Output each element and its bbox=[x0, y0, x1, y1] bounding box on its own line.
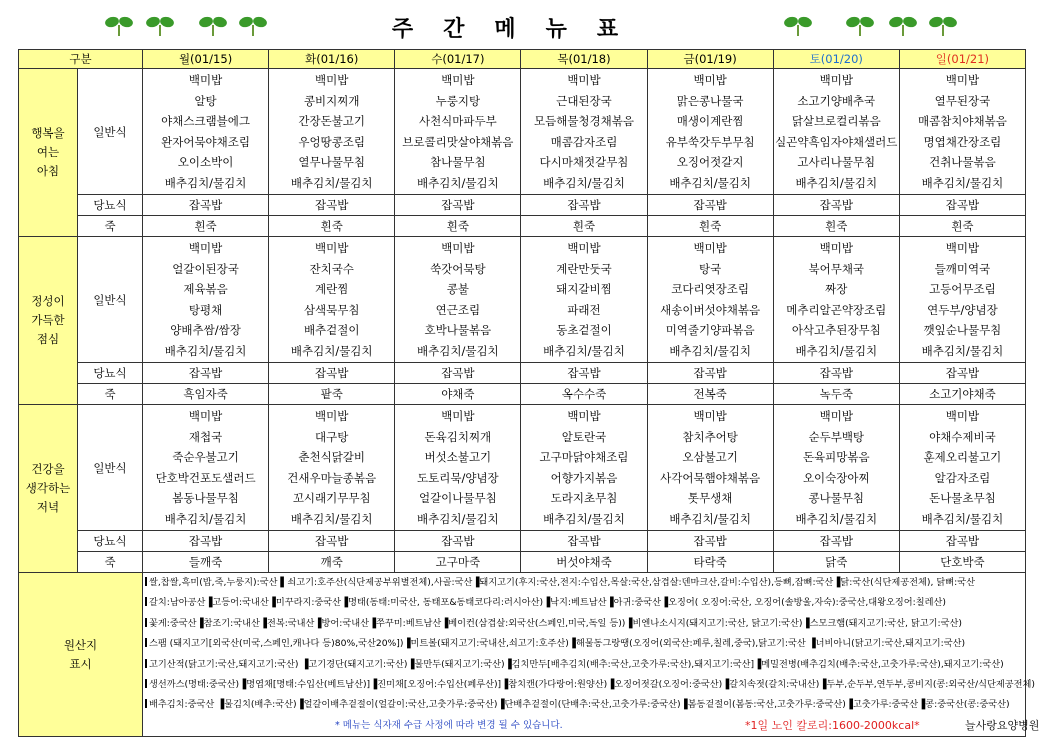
day-header: 수(01/17) bbox=[395, 50, 521, 69]
origin-text: 생선까스(명태:중국산)▐명엽채[명태:수입산(베트남산)]▐진미채[오징어:수입산(페루산)]▐참치캔(가다랑어:원양산)▐오징어젓갈(오징어:중국산)▐갈치속젓(갈치:국내산)▐두부,순두부,연두부,콩비지(콩:외국산/식단제공전체) bbox=[149, 678, 1035, 690]
porridge-menu-cell: 옥수수죽 bbox=[521, 384, 647, 405]
day-menu-cell bbox=[899, 237, 1025, 363]
menu-item: 야채수제비국 bbox=[929, 429, 996, 444]
diabetic-menu-cell: 잡곡밥 bbox=[521, 531, 647, 552]
menu-item: 명엽채간장조림 bbox=[923, 134, 1002, 149]
day-menu-cell bbox=[647, 237, 773, 363]
diabetic-menu-cell: 잡곡밥 bbox=[395, 363, 521, 384]
porridge-menu-cell: 소고기야채죽 bbox=[899, 384, 1025, 405]
menu-item: 도토리묵/양념장 bbox=[417, 470, 499, 485]
menu-item: 백미밥 bbox=[567, 73, 601, 87]
origin-text: 배추김치:중국산 ▐물김치(배추:국산)▐얼갈이배추겉절이(얼갈이:국산,고춧가루:중국산)▐단배추겉절이(단배추:국산,고춧가루:중국산)▐봄동겉절이(봄동:국산,고춧가루:중국산)▐고춧가루:중국산▐콩:중국산(콩:중국산) bbox=[149, 699, 1010, 711]
menu-item: 매콤감자조림 bbox=[550, 134, 618, 149]
menu-item: 춘천식닭갈비 bbox=[298, 450, 366, 464]
menu-item: 콩비지찌개 bbox=[303, 93, 360, 108]
section-label-line: 여는 bbox=[36, 145, 60, 159]
sprout-icon bbox=[845, 14, 875, 38]
menu-item: 배추김치/물김치 bbox=[417, 511, 499, 526]
porridge-meal-row bbox=[19, 216, 1026, 237]
sprout-icon bbox=[928, 14, 958, 38]
menu-item: 호박나물볶음 bbox=[424, 323, 492, 337]
gubun-header: 구분 bbox=[19, 50, 143, 69]
diabetic-meal-row bbox=[19, 195, 1026, 216]
origin-text: 고기산적(닭고기:국산,돼지고기:국산) ▐고기경단(돼지고기:국산)▐물만두(돼지고기:국산)▐김치만두[배추김치(배추:국산,고춧가루:국산),돼지고기:국산]▐메밀전병(배추김치(배추:국산,고춧가루:국산),돼지고기:국산) bbox=[149, 658, 1004, 670]
menu-item: 백미밥 bbox=[693, 409, 727, 423]
day-menu-cell bbox=[899, 405, 1025, 531]
menu-item: 배추김치/물김치 bbox=[290, 511, 373, 526]
menu-item: 파래전 bbox=[567, 302, 601, 317]
porridge-meal-row bbox=[19, 552, 1026, 573]
day-menu-cell bbox=[521, 405, 647, 531]
menu-item: 야채스크램블에그 bbox=[161, 114, 250, 128]
general-meal-label: 일반식 bbox=[78, 69, 143, 195]
general-meal-row bbox=[19, 405, 1026, 531]
diabetic-menu-cell: 잡곡밥 bbox=[143, 195, 269, 216]
meal-section-label bbox=[19, 237, 78, 405]
day-header: 금(01/19) bbox=[647, 50, 773, 69]
menu-item: 완자어묵야채조림 bbox=[161, 134, 250, 149]
menu-item: 연근조림 bbox=[435, 302, 481, 317]
sprout-icon bbox=[238, 14, 268, 38]
bullet-mark bbox=[145, 699, 147, 708]
diabetic-menu-cell: 잡곡밥 bbox=[269, 363, 395, 384]
menu-item: 배추김치/물김치 bbox=[164, 175, 247, 190]
menu-item: 코다리엿장조림 bbox=[671, 282, 750, 296]
menu-item: 배추김치/물김치 bbox=[417, 343, 499, 358]
menu-item: 백미밥 bbox=[819, 409, 853, 423]
menu-item: 배추김치/물김치 bbox=[417, 175, 499, 190]
diabetic-meal-row bbox=[19, 531, 1026, 552]
porridge-menu-cell: 들깨죽 bbox=[143, 552, 269, 573]
menu-item: 고구마닭야채조림 bbox=[539, 450, 629, 464]
menu-item: 백미밥 bbox=[441, 409, 475, 423]
diabetic-menu-cell: 잡곡밥 bbox=[143, 531, 269, 552]
menu-item: 소고기양배추국 bbox=[797, 93, 876, 108]
diabetic-menu-cell: 잡곡밥 bbox=[899, 195, 1025, 216]
menu-item: 계란찜 bbox=[315, 282, 349, 296]
menu-item: 순두부백탕 bbox=[808, 429, 865, 444]
menu-item: 배추김치/물김치 bbox=[669, 175, 751, 190]
menu-item: 메추리알곤약장조림 bbox=[786, 302, 887, 317]
day-header: 월(01/15) bbox=[143, 50, 269, 69]
menu-item: 돈육피망볶음 bbox=[802, 450, 870, 464]
section-label-line: 가득한 bbox=[31, 313, 65, 327]
day-header-sunday: 일(01/21) bbox=[899, 50, 1025, 69]
day-header: 화(01/16) bbox=[269, 50, 395, 69]
porridge-meal-row bbox=[19, 384, 1026, 405]
menu-item: 계란만둣국 bbox=[556, 261, 612, 276]
porridge-menu-cell: 흑임자죽 bbox=[143, 384, 269, 405]
menu-item: 얼갈이된장국 bbox=[172, 261, 239, 276]
menu-item: 오삼불고기 bbox=[682, 450, 738, 464]
bullet-mark bbox=[145, 618, 147, 627]
menu-item: 맑은콩나물국 bbox=[676, 93, 744, 108]
day-menu-cell bbox=[143, 405, 269, 531]
menu-item: 백미밥 bbox=[441, 73, 475, 87]
menu-item: 백미밥 bbox=[315, 409, 349, 423]
origin-text: 꽃게:중국산▐참조기:국내산▐전복:국내산▐방어:국내산▐쭈꾸미:베트남산▐베이컨(삼겹살:외국산(스페인,미국,독일 등))▐비엔나소시지(돼지고기:국산, 닭고기:국산)▐스모크햄(돼지고기:국산, 닭고기:국산) bbox=[149, 617, 962, 629]
menu-item: 돈나물초무침 bbox=[929, 491, 996, 505]
diabetic-menu-cell: 잡곡밥 bbox=[647, 363, 773, 384]
diabetic-meal-label: 당뇨식 bbox=[78, 363, 143, 384]
porridge-menu-cell: 흰죽 bbox=[647, 216, 773, 237]
menu-item: 돼지갈비찜 bbox=[556, 282, 612, 296]
menu-item: 콩불 bbox=[446, 282, 469, 296]
menu-item: 근대된장국 bbox=[556, 93, 612, 108]
menu-item: 배추김치/물김치 bbox=[795, 343, 878, 358]
menu-item: 연두부/양념장 bbox=[927, 302, 998, 317]
menu-item: 배추김치/물김치 bbox=[669, 511, 751, 526]
menu-item: 간장돈불고기 bbox=[298, 114, 366, 128]
menu-item: 돈육김치찌개 bbox=[424, 429, 492, 444]
section-label-line: 건강을 bbox=[31, 462, 65, 476]
section-label-line: 아침 bbox=[36, 164, 60, 178]
menu-item: 새송이버섯야채볶음 bbox=[660, 302, 761, 317]
footer-row bbox=[145, 716, 1039, 736]
menu-item: 버섯소불고기 bbox=[424, 450, 492, 464]
bullet-mark bbox=[145, 597, 147, 606]
menu-item: 삼색묵무침 bbox=[303, 302, 360, 317]
porridge-menu-cell: 단호박죽 bbox=[899, 552, 1025, 573]
origin-text: 갈치:남아공산▐고등어:국내산▐미꾸라지:중국산▐명태(동태:미국산, 동태포&동태코다리:러시아산)▐낙지:베트남산▐아귀:중국산▐오징어( 오징어:국산, 오징어(솔방울,자숙):중국산,대왕오징어:칠레산) bbox=[149, 597, 946, 609]
diabetic-menu-cell: 잡곡밥 bbox=[395, 531, 521, 552]
menu-item: 어향가지볶음 bbox=[550, 470, 618, 485]
day-menu-cell bbox=[269, 69, 395, 195]
menu-item: 짜장 bbox=[825, 282, 848, 296]
menu-item: 백미밥 bbox=[441, 241, 475, 255]
day-menu-cell bbox=[773, 69, 899, 195]
menu-item: 매콤참치야채볶음 bbox=[917, 114, 1007, 128]
general-meal-row bbox=[19, 69, 1026, 195]
porridge-menu-cell: 녹두죽 bbox=[773, 384, 899, 405]
menu-item: 오이숙장아찌 bbox=[802, 470, 870, 485]
menu-item: 단호박건포도샐러드 bbox=[155, 470, 256, 485]
menu-item: 우엉땅콩조림 bbox=[298, 134, 366, 149]
origin-label-line: 원산지 bbox=[63, 637, 98, 652]
menu-item: 배추김치/물김치 bbox=[543, 175, 625, 190]
diabetic-menu-cell: 잡곡밥 bbox=[521, 363, 647, 384]
porridge-menu-cell: 타락죽 bbox=[647, 552, 773, 573]
menu-item: 미역줄기양파볶음 bbox=[665, 323, 755, 337]
origin-line bbox=[145, 675, 1035, 695]
menu-item: 배추김치/물김치 bbox=[795, 175, 878, 190]
menu-item: 백미밥 bbox=[693, 73, 727, 87]
menu-item: 건취나물볶음 bbox=[929, 155, 996, 169]
day-menu-cell bbox=[143, 69, 269, 195]
porridge-menu-cell: 흰죽 bbox=[395, 216, 521, 237]
porridge-menu-cell: 흰죽 bbox=[521, 216, 647, 237]
day-menu-cell bbox=[773, 405, 899, 531]
diabetic-menu-cell: 잡곡밥 bbox=[647, 195, 773, 216]
menu-item: 백미밥 bbox=[693, 241, 727, 255]
porridge-menu-cell: 야채죽 bbox=[395, 384, 521, 405]
menu-item: 백미밥 bbox=[188, 73, 223, 87]
diabetic-menu-cell: 잡곡밥 bbox=[647, 531, 773, 552]
origin-line bbox=[145, 593, 1025, 613]
menu-item: 매생이계란찜 bbox=[676, 114, 744, 128]
menu-item: 백미밥 bbox=[188, 409, 223, 423]
menu-item: 알토란국 bbox=[561, 429, 607, 444]
menu-item: 아삭고추된장무침 bbox=[791, 323, 881, 337]
diabetic-menu-cell: 잡곡밥 bbox=[899, 363, 1025, 384]
menu-item: 배추김치/물김치 bbox=[543, 343, 625, 358]
diabetic-menu-cell: 잡곡밥 bbox=[899, 531, 1025, 552]
menu-item: 배추김치/물김치 bbox=[290, 343, 373, 358]
menu-item: 백미밥 bbox=[567, 409, 601, 423]
menu-item: 백미밥 bbox=[945, 73, 980, 87]
menu-item: 배추김치/물김치 bbox=[795, 511, 878, 526]
page-title: 주간메뉴표 bbox=[391, 17, 649, 42]
general-meal-row bbox=[19, 237, 1026, 363]
origin-text: 쌀,찹쌀,흑미(밥,죽,누룽지):국산 ▌쇠고기:호주산(식단제공부위별전체),사골:국산▐돼지고기(후지:국산,전지:수입산,목살:국산,삼겹살:덴마크산,갈비:수입산),등뼈,잡뼈:국산▐닭:국산(식단제공전체), 닭뼈:국산 bbox=[149, 577, 975, 588]
porridge-menu-cell: 깨죽 bbox=[269, 552, 395, 573]
origin-row bbox=[19, 573, 1026, 737]
menu-item: 배추김치/물김치 bbox=[921, 343, 1004, 358]
menu-item: 배추김치/물김치 bbox=[164, 343, 247, 358]
diabetic-menu-cell: 잡곡밥 bbox=[143, 363, 269, 384]
menu-item: 잔치국수 bbox=[309, 261, 354, 276]
section-label-line: 행복을 bbox=[31, 126, 65, 140]
origin-text: 스팸 (돼지고기[외국산(미국,스페인,캐나다 등)80%,국산20%])▐미트볼(돼지고기:국내산,쇠고기:호주산)▐해물동그랑땡(오징어(외국산:페루,칠레,중국),닭고기:국산 ▐너비아니(닭고기:국산,돼지고기:국산) bbox=[149, 638, 966, 650]
sprout-icon bbox=[104, 14, 134, 38]
bullet-mark bbox=[145, 679, 147, 688]
menu-item: 백미밥 bbox=[188, 241, 223, 255]
day-menu-cell bbox=[269, 405, 395, 531]
menu-item: 백미밥 bbox=[315, 73, 349, 87]
section-label-line: 정성이 bbox=[31, 294, 65, 308]
menu-item: 재첩국 bbox=[188, 429, 223, 444]
general-meal-label: 일반식 bbox=[78, 237, 143, 363]
menu-item: 열무나물무침 bbox=[298, 155, 366, 169]
day-menu-cell bbox=[143, 237, 269, 363]
day-header: 목(01/18) bbox=[521, 50, 647, 69]
page-header bbox=[0, 0, 1036, 46]
menu-item: 톳무생채 bbox=[687, 491, 733, 505]
porridge-menu-cell: 흰죽 bbox=[143, 216, 269, 237]
section-label-line: 생각하는 bbox=[25, 481, 71, 495]
menu-item: 누룽지탕 bbox=[435, 93, 481, 108]
day-menu-cell bbox=[269, 237, 395, 363]
weekly-menu-table bbox=[18, 49, 1039, 737]
menu-change-note: * 메뉴는 식자재 수급 사정에 따라 변경 될 수 있습니다. bbox=[335, 719, 563, 731]
day-menu-cell bbox=[521, 237, 647, 363]
menu-item: 유부쑥갓두부무침 bbox=[665, 134, 755, 149]
sprout-icon bbox=[145, 14, 175, 38]
origin-label bbox=[19, 573, 143, 737]
menu-item: 고사리나물무침 bbox=[797, 155, 876, 169]
section-label-line: 저녁 bbox=[36, 500, 60, 514]
menu-item: 오징어젓갈지 bbox=[676, 155, 744, 169]
menu-item: 실곤약흑임자야채샐러드 bbox=[775, 134, 898, 149]
menu-item: 들깨미역국 bbox=[934, 261, 991, 276]
menu-item: 동초겉절이 bbox=[556, 323, 612, 337]
day-menu-cell bbox=[773, 237, 899, 363]
hospital-name: 늘사랑요양병원 bbox=[965, 718, 1039, 732]
origin-info bbox=[143, 573, 1039, 737]
porridge-menu-cell: 버섯야채죽 bbox=[521, 552, 647, 573]
diabetic-menu-cell: 잡곡밥 bbox=[269, 531, 395, 552]
menu-item: 모듬해물청경채볶음 bbox=[534, 114, 634, 128]
menu-item: 백미밥 bbox=[567, 241, 601, 255]
day-menu-cell bbox=[647, 405, 773, 531]
calorie-note: *1일 노인 칼로리:1600-2000kcal* bbox=[745, 718, 920, 732]
meal-section-label bbox=[19, 69, 78, 237]
origin-label-line: 표시 bbox=[69, 656, 92, 671]
menu-item: 제육볶음 bbox=[183, 282, 228, 296]
porridge-menu-cell: 닭죽 bbox=[773, 552, 899, 573]
porridge-meal-label: 죽 bbox=[78, 552, 143, 573]
diabetic-menu-cell: 잡곡밥 bbox=[269, 195, 395, 216]
day-menu-cell bbox=[395, 69, 521, 195]
porridge-menu-cell: 흰죽 bbox=[899, 216, 1025, 237]
origin-line bbox=[145, 573, 1025, 593]
sprout-icon bbox=[888, 14, 918, 38]
diabetic-menu-cell: 잡곡밥 bbox=[521, 195, 647, 216]
menu-item: 콩나물무침 bbox=[808, 491, 865, 505]
sprout-icon bbox=[783, 14, 813, 38]
menu-item: 도라지초무침 bbox=[550, 491, 618, 505]
sprout-icon bbox=[198, 14, 228, 38]
menu-item: 깻잎순나물무침 bbox=[923, 323, 1002, 337]
menu-item: 배추김치/물김치 bbox=[921, 511, 1004, 526]
menu-item: 다시마채젓갈무침 bbox=[539, 155, 629, 169]
porridge-meal-label: 죽 bbox=[78, 216, 143, 237]
porridge-meal-label: 죽 bbox=[78, 384, 143, 405]
bullet-mark bbox=[145, 659, 147, 668]
menu-item: 오이소박이 bbox=[177, 155, 234, 169]
meal-section-label bbox=[19, 405, 78, 573]
day-menu-cell bbox=[521, 69, 647, 195]
diabetic-meal-label: 당뇨식 bbox=[78, 195, 143, 216]
menu-item: 대구탕 bbox=[315, 429, 349, 444]
porridge-menu-cell: 고구마죽 bbox=[395, 552, 521, 573]
menu-item: 배추김치/물김치 bbox=[669, 343, 751, 358]
section-label-line: 점심 bbox=[36, 332, 60, 346]
menu-item: 참나물무침 bbox=[430, 155, 486, 169]
menu-item: 봄동나물무침 bbox=[172, 491, 239, 505]
diabetic-menu-cell: 잡곡밥 bbox=[773, 363, 899, 384]
menu-item: 사각어묵햄야채볶음 bbox=[660, 470, 761, 485]
menu-item: 백미밥 bbox=[315, 241, 349, 255]
origin-line bbox=[145, 634, 1025, 654]
menu-item: 배추김치/물김치 bbox=[164, 511, 247, 526]
diabetic-meal-label: 당뇨식 bbox=[78, 531, 143, 552]
menu-item: 탕국 bbox=[699, 261, 722, 276]
porridge-menu-cell: 흰죽 bbox=[773, 216, 899, 237]
diabetic-menu-cell: 잡곡밥 bbox=[773, 531, 899, 552]
menu-item: 백미밥 bbox=[945, 241, 980, 255]
menu-item: 사천식마파두부 bbox=[418, 114, 497, 128]
bullet-mark bbox=[145, 638, 147, 647]
origin-line bbox=[145, 695, 1025, 715]
menu-item: 북어무채국 bbox=[808, 261, 865, 276]
menu-item: 고등어무조림 bbox=[929, 282, 996, 296]
porridge-menu-cell: 흰죽 bbox=[269, 216, 395, 237]
day-menu-cell bbox=[899, 69, 1025, 195]
menu-item: 닭살브로컬리볶음 bbox=[791, 114, 881, 128]
menu-item: 탕평채 bbox=[188, 302, 223, 317]
menu-item: 백미밥 bbox=[819, 73, 853, 87]
day-menu-cell bbox=[395, 405, 521, 531]
menu-item: 백미밥 bbox=[945, 409, 980, 423]
day-menu-cell bbox=[395, 237, 521, 363]
day-menu-cell bbox=[647, 69, 773, 195]
menu-item: 배추김치/물김치 bbox=[543, 511, 625, 526]
menu-item: 참치추어탕 bbox=[682, 429, 738, 444]
diabetic-menu-cell: 잡곡밥 bbox=[395, 195, 521, 216]
porridge-menu-cell: 전복죽 bbox=[647, 384, 773, 405]
porridge-menu-cell: 팥죽 bbox=[269, 384, 395, 405]
menu-item: 죽순우불고기 bbox=[172, 450, 239, 464]
bullet-mark bbox=[145, 577, 147, 586]
general-meal-label: 일반식 bbox=[78, 405, 143, 531]
menu-item: 알탕 bbox=[194, 93, 217, 108]
day-header-row bbox=[19, 50, 1026, 69]
menu-item: 브로콜리맛살야채볶음 bbox=[402, 134, 514, 149]
day-header-saturday: 토(01/20) bbox=[773, 50, 899, 69]
menu-item: 알감자조림 bbox=[934, 470, 991, 485]
menu-item: 훈제오리불고기 bbox=[923, 450, 1002, 464]
menu-item: 배추김치/물김치 bbox=[921, 175, 1004, 190]
diabetic-meal-row bbox=[19, 363, 1026, 384]
origin-line bbox=[145, 655, 1025, 675]
menu-item: 양배추쌈/쌈장 bbox=[170, 323, 241, 337]
diabetic-menu-cell: 잡곡밥 bbox=[773, 195, 899, 216]
menu-item: 배추김치/물김치 bbox=[290, 175, 373, 190]
menu-item: 꼬시래기무무침 bbox=[292, 491, 371, 505]
menu-item: 얼갈이나물무침 bbox=[418, 491, 497, 505]
menu-item: 배추겉절이 bbox=[303, 323, 360, 337]
origin-line bbox=[145, 614, 1025, 634]
menu-item: 열무된장국 bbox=[934, 93, 991, 108]
menu-item: 건새우마늘종볶음 bbox=[287, 470, 377, 485]
menu-item: 백미밥 bbox=[819, 241, 853, 255]
menu-item: 쑥갓어묵탕 bbox=[430, 261, 486, 276]
